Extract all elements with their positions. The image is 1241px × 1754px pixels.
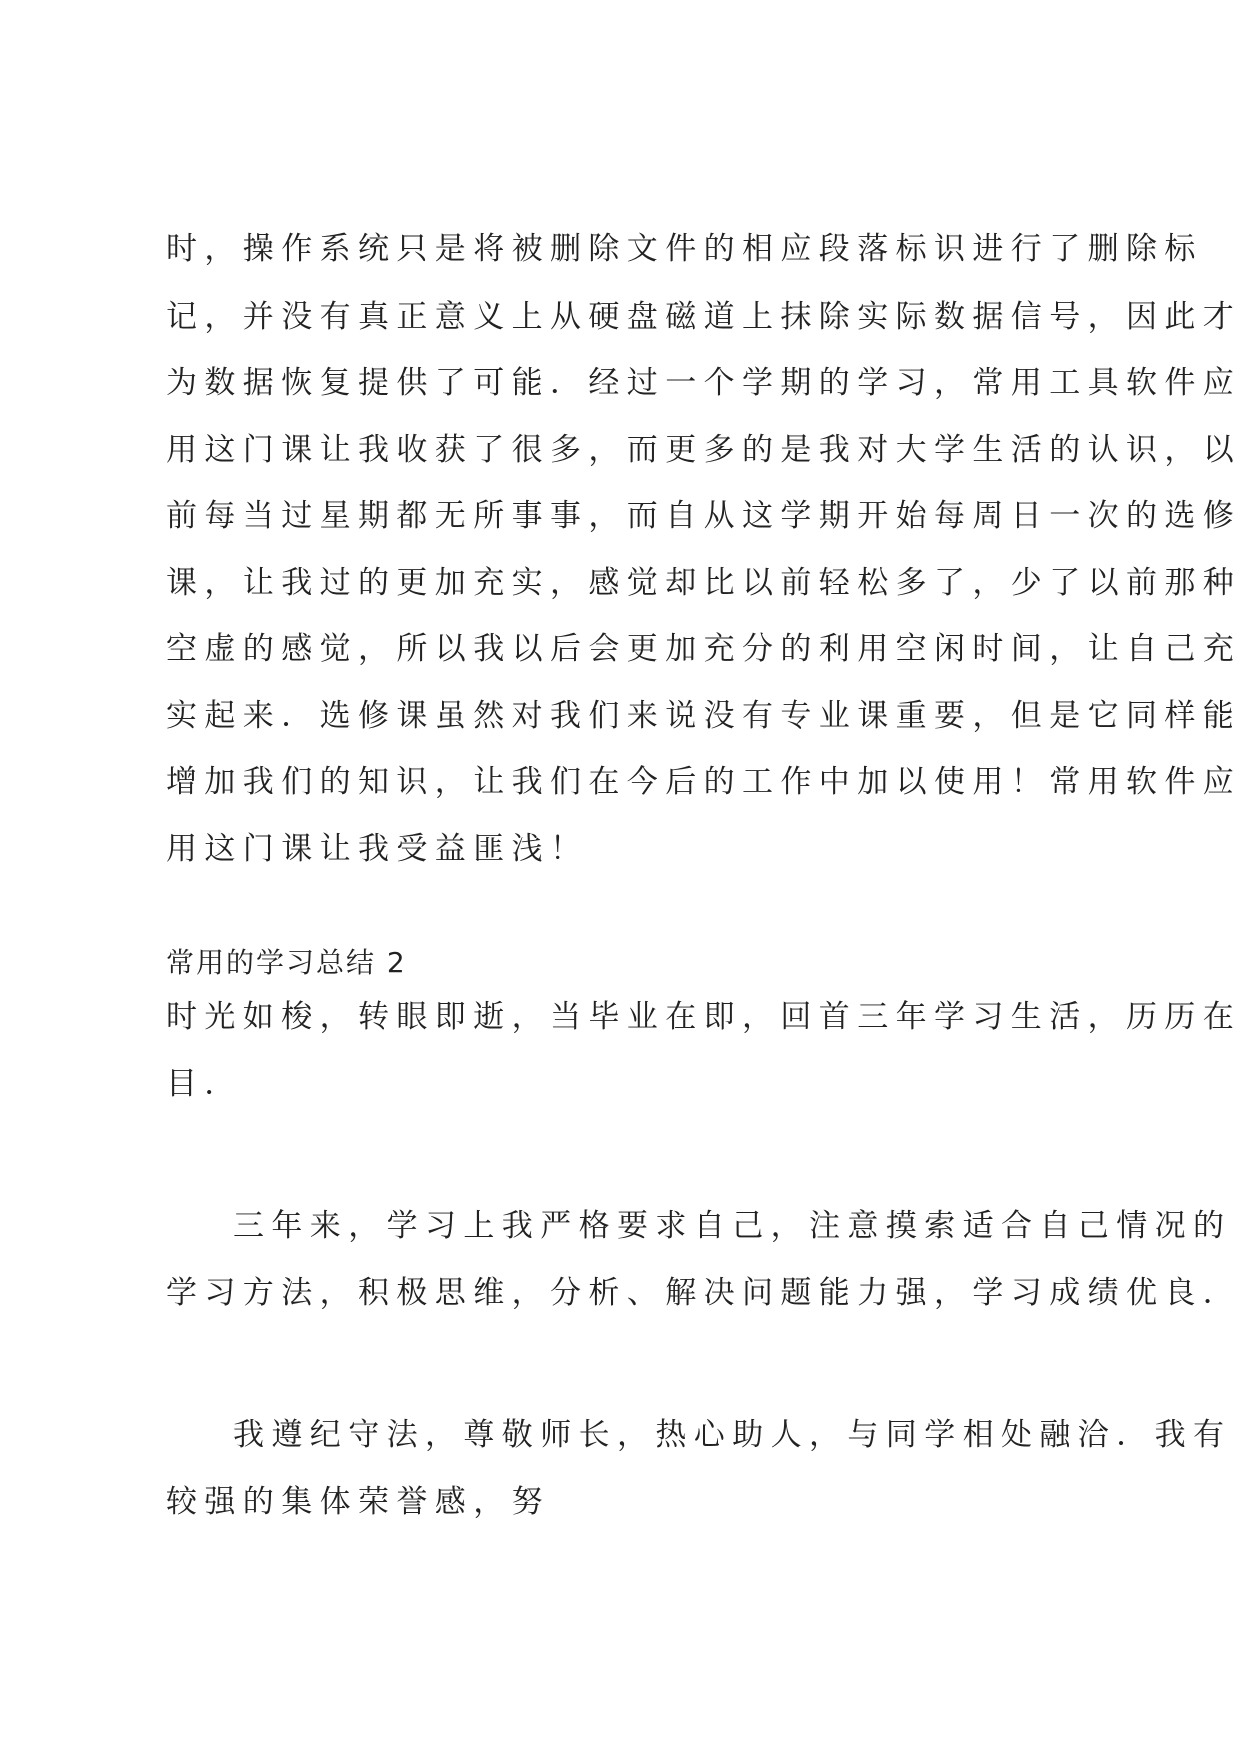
paragraph-line: 时，操作系统只是将被删除文件的相应段落标识进行了删除标 <box>166 231 1203 267</box>
paragraph-line: 为数据恢复提供了可能．经过一个学期的学习，常用工具软件应 <box>166 365 1241 401</box>
paragraph-line: 实起来．选修课虽然对我们来说没有专业课重要，但是它同样能 <box>166 698 1241 734</box>
paragraph-line: 我遵纪守法，尊敬师长，热心助人，与同学相处融洽．我有 <box>233 1417 1232 1453</box>
paragraph-line: 用这门课让我受益匪浅！ <box>166 831 589 867</box>
section-heading: 常用的学习总结 2 <box>166 946 407 979</box>
paragraph-line: 前每当过星期都无所事事，而自从这学期开始每周日一次的选修 <box>166 498 1241 534</box>
paragraph-line: 空虚的感觉，所以我以后会更加充分的利用空闲时间，让自己充 <box>166 631 1241 667</box>
paragraph-line: 时光如梭，转眼即逝，当毕业在即，回首三年学习生活，历历在 <box>166 999 1241 1035</box>
paragraph-line: 增加我们的知识，让我们在今后的工作中加以使用！常用软件应 <box>166 764 1241 800</box>
paragraph-line: 用这门课让我收获了很多，而更多的是我对大学生活的认识，以 <box>166 432 1241 468</box>
paragraph-line: 三年来，学习上我严格要求自己，注意摸索适合自己情况的 <box>233 1208 1232 1244</box>
paragraph-line: 目． <box>166 1066 243 1102</box>
paragraph-line: 较强的集体荣誉感，努 <box>166 1484 550 1520</box>
paragraph-line: 记，并没有真正意义上从硬盘磁道上抹除实际数据信号，因此才 <box>166 299 1241 335</box>
paragraph-line: 课，让我过的更加充实，感觉却比以前轻松多了，少了以前那种 <box>166 565 1241 601</box>
paragraph-line: 学习方法，积极思维，分析、解决问题能力强，学习成绩优良． <box>166 1275 1241 1311</box>
